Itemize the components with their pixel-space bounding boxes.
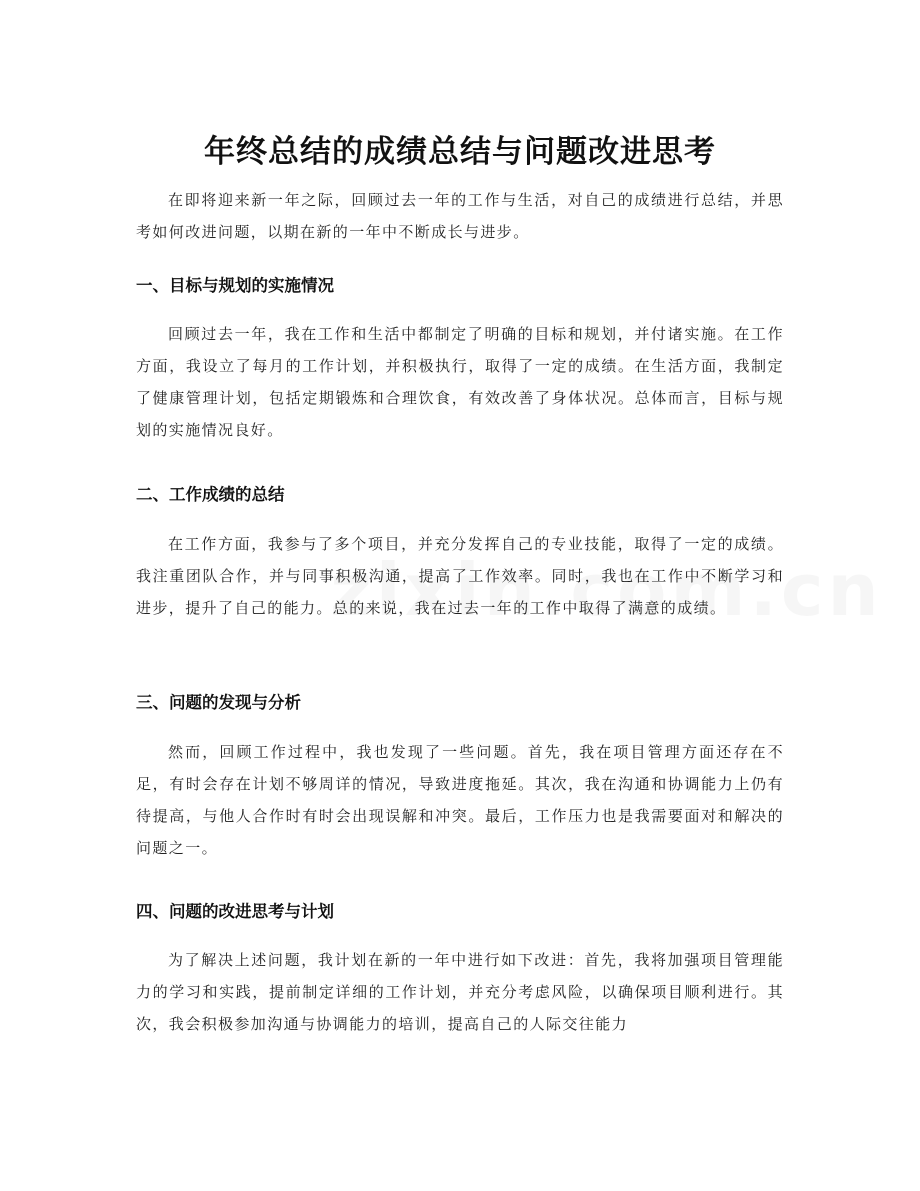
intro-paragraph: 在即将迎来新一年之际，回顾过去一年的工作与生活，对自己的成绩进行总结，并思考如何改进问题，以期在新的一年中不断成长与进步。: [136, 191, 784, 241]
section-3-heading: 三、问题的发现与分析: [136, 693, 301, 712]
section-4-heading: 四、问题的改进思考与计划: [136, 902, 334, 921]
section-4-body: 为了解决上述问题，我计划在新的一年中进行如下改进：首先，我将加强项目管理能力的学习和实践，提前制定详细的工作计划，并充分考虑风险，以确保项目顺利进行。其次，我会积极参加沟通与协调能力的培训，提高自己的人际交往能力: [136, 951, 784, 1033]
document-title: 年终总结的成绩总结与问题改进思考: [204, 133, 716, 170]
section-2-heading: 二、工作成绩的总结: [136, 485, 285, 504]
section-1-heading: 一、目标与规划的实施情况: [136, 276, 334, 295]
section-2-body: 在工作方面，我参与了多个项目，并充分发挥自己的专业技能，取得了一定的成绩。我注重团队合作，并与同事积极沟通，提高了工作效率。同时，我也在工作中不断学习和进步，提升了自己的能力。总的来说，我在过去一年的工作中取得了满意的成绩。: [136, 535, 784, 617]
section-1-body: 回顾过去一年，我在工作和生活中都制定了明确的目标和规划，并付诸实施。在工作方面，我设立了每月的工作计划，并积极执行，取得了一定的成绩。在生活方面，我制定了健康管理计划，包括定期锻炼和合理饮食，有效改善了身体状况。总体而言，目标与规划的实施情况良好。: [136, 325, 784, 439]
section-3-body: 然而，回顾工作过程中，我也发现了一些问题。首先，我在项目管理方面还存在不足，有时会存在计划不够周详的情况，导致进度拖延。其次，我在沟通和协调能力上仍有待提高，与他人合作时有时会出现误解和冲突。最后，工作压力也是我需要面对和解决的问题之一。: [136, 743, 784, 857]
